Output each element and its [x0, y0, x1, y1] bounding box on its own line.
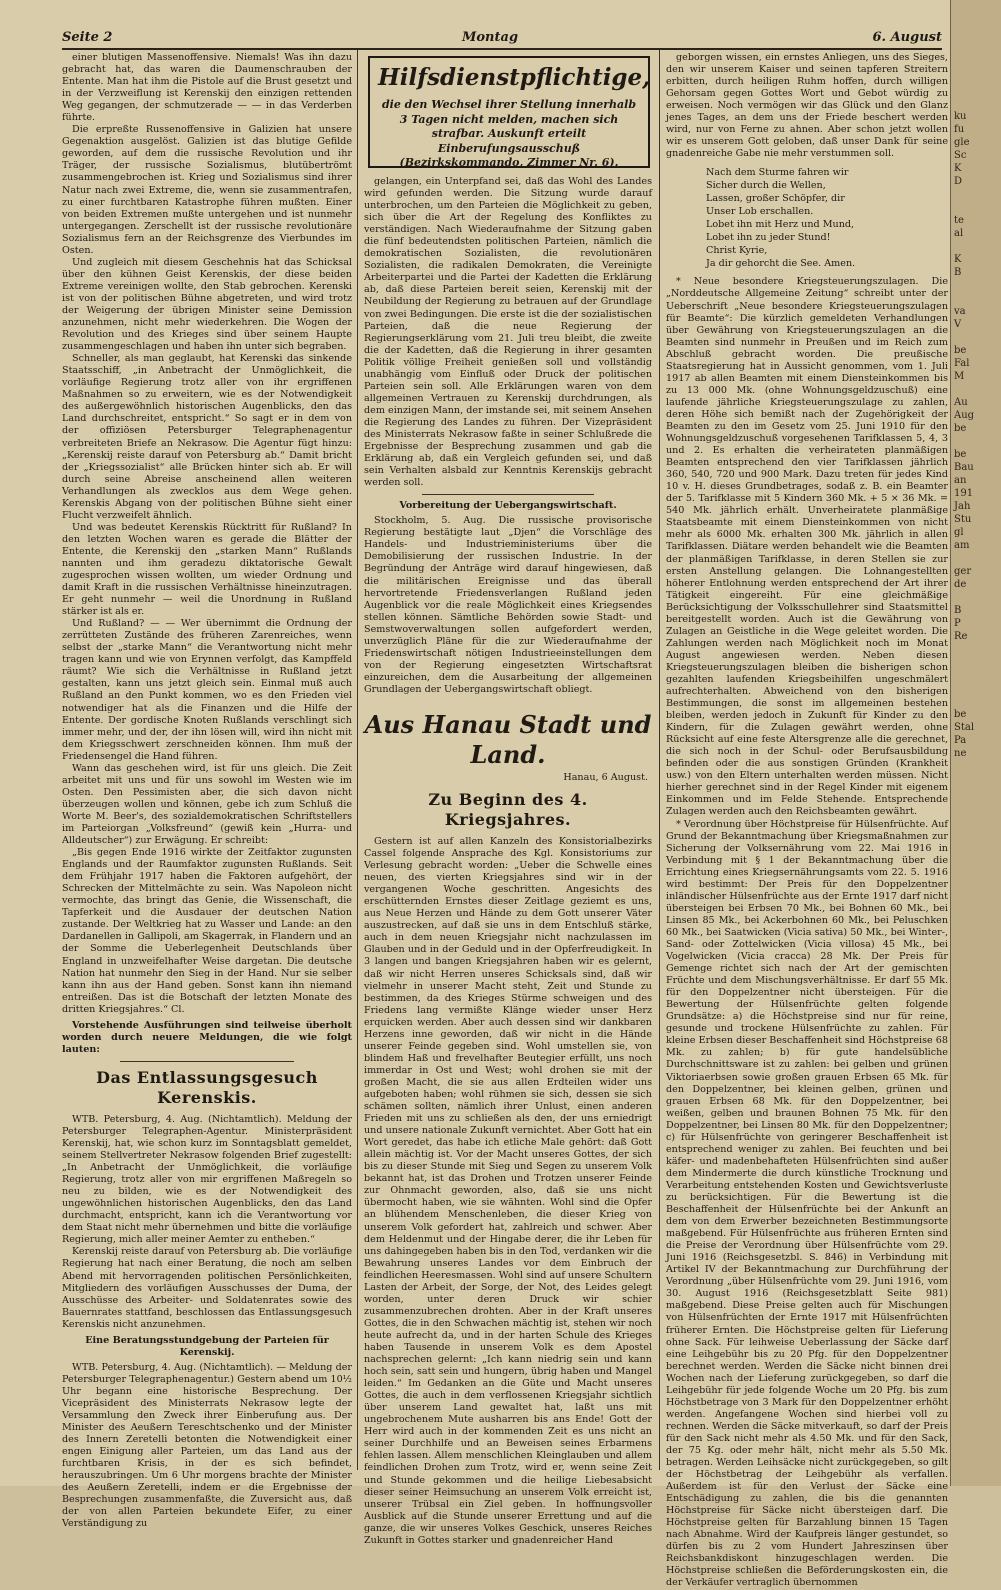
paragraph: Wann das geschehen wird, ist für uns gleich. Die Zeit arbeitet mit uns und für uns sowohl im Westen wie im Osten. Den Pessimisten aber, die sich davon nicht überzeugen wollen und können, gebe ich zum Schluß die Worte M. Beer's, des sozialdemokratischen Schriftstellers im Parteiorgan „Volksfreund“ (gewiß kein „Hurra- und Alldeutscher“) zur Erwägung. Er schreibt:	[62, 762, 352, 847]
editorial-note: Vorstehende Ausführungen sind teilweise überholt worden durch neuere Meldungen, die wie folgt lauten:	[62, 1019, 352, 1055]
adjacent-page-fragments: ku fu gle Sc K D te al K B va V be Fal M Au Aug be be Bau an 191 Jah Stu gl am ger de B P Re be Stal Pa ne	[954, 111, 975, 759]
paragraph: einer blutigen Massenoffensive. Niemals! Was ihn dazu gebracht hat, das waren die Daumenschrauben der Entente. Man hat ihm die Pistole auf die Brust gesetzt und in der Verzweiflung ist Kerenskij den einzigen rettenden Weg gegangen, der schmutzerade — — in das Verderben führte.	[62, 52, 352, 124]
paragraph: geborgen wissen, ein ernstes Anliegen, uns des Sieges, den wir unserem Kaiser und seinen tapferen Streitern erbitten, durch heiligen Ruhm hoffen, durch willigen Gehorsam gegen Gottes Wort und Gebot würdig zu erweisen. Noch vermögen wir das Glück und den Glanz jenes Tages, an dem uns der Friede beschert werden wird, nur von Ferne zu ahnen. Aber schon jetzt wollen wir es unserem Gott geloben, daß unser Dank für seine gnadenreiche Gabe nie mehr verstummen soll.	[666, 52, 948, 160]
notice-box	[368, 56, 650, 168]
separator	[120, 1061, 294, 1062]
paragraph: Und Rußland? — — Wer übernimmt die Ordnung der zerrütteten Zustände des früheren Zarenreiches, wenn selbst der „starke Mann“ die Verantwortung nicht mehr tragen kann und wie von Erynnen verfolgt, das Kampffeld räumt? Wie sich die Verhältnisse in Rußland jetzt gestalten, kann uns jetzt gleich sein. Einmal muß auch Rußland an den Punkt kommen, wo es den Frieden viel notwendiger hat als die Finanzen und die Hilfe der Entente. Der gordische Knoten Rußlands verschlingt sich immer mehr, und der, der ihn lösen will, wird ihn nicht mit dem Kriegsschwert zerschneiden können. Ihm muß der Friedensengel die Hand führen.	[62, 618, 352, 762]
local-section-title: Aus Hanau Stadt und Land.	[364, 709, 652, 769]
paragraph: * Neue besondere Kriegsteuerungszulagen. Die „Norddeutsche Allgemeine Zeitung“ schreibt unter der Ueberschrift „Neue besondere Kriegsteuerungszulagen für Beamte“: Die kürzlich gemeldeten Verhandlungen über Gewährung von Kriegsteuerungszulagen an die Beamten sind nunmehr in Preußen und im Reich zum Abschluß gebracht worden. Die preußische Staatsregierung hat in Aussicht genommen, vom 1. Juli 1917 ab allen Beamten mit einem Diensteinkommen bis zu 13 000 Mk. (ohne Wohnungsgeldzuschuß) eine laufende jährliche Kriegsteuerungszulage zu zahlen, deren Höhe sich bemißt nach der Zugehörigkeit der Beamten zu den im Gesetz vom 25. Juni 1910 für den Wohnungsgeldzuschuß vorgesehenen Tarifklassen 5, 4, 3 und 2. Es erhalten die verheirateten planmäßigen Beamten entsprechend den vier Tarifklassen jährlich 360, 540, 720 und 900 Mark. Dazu treten für jedes Kind 10 v. H. dieses Grundbetrages, sodaß z. B. ein Beamter der 5. Tarifklasse mit 5 Kindern 360 Mk. + 5 × 36 Mk. = 540 Mk. jährlich erhält. Unverheiratete planmäßige Staatsbeamte mit einem Diensteinkommen von nicht mehr als 6000 Mk. erhalten 300 Mk. jährlich in allen Tarifklassen. Diätare werden behandelt wie die Beamten der planmäßigen Tarifklasse, in deren Stellen sie zur ersten Anstellung gelangen. Die Lohnangestellten höherer Entlohnung werden entsprechend der Art ihrer Tätigkeit eingereiht. Für eine gleichmäßige Berücksichtigung der Volksschullehrer sind Staatsmittel bereitgestellt worden. Auch ist die Gewährung von Zulagen an Geistliche in die Wege geleitet worden. Die Zahlungen werden nach Möglichkeit noch im Monat August angewiesen werden. Neben diesen Kriegsteuerungszulagen bleiben die bisherigen schon gezahlten laufenden Kriegsbeihilfen ungeschmälert aufrechterhalten. Abweichend von den bisherigen Bestimmungen, die sonst im allgemeinen bestehen bleiben, werden jedoch in Zukunft für Kinder zu den Kindern, für die Zulagen gewährt werden, ohne Rücksicht auf eine feste Altersgrenze alle die gerechnet, die sich noch in der Schul- oder Berufsausbildung befinden oder die aus sonstigen Gründen (Krankheit usw.) von den Eltern unterhalten werden müssen. Nicht hierher gerechnet sind in der Regel Kinder mit eigenem Einkommen und im Felde Stehende. Entsprechende Zulagen werden auch den Reichsbeamten gewährt.	[666, 276, 948, 818]
column-1	[62, 52, 352, 1530]
paragraph: WTB. Petersburg, 4. Aug. (Nichtamtlich). — Meldung der Petersburger Telegraphenagentur.) Gestern abend um 10½ Uhr begann eine historische Besprechung. Der Vicepräsident des Ministerrats Nekrasow legte der Versammlung den Zweck ihrer Einberufung aus. Der Minister des Aeußern Tereschtschenko und der Minister des Innern Zeretelli betonten die Notwendigkeit einer engen Einigung aller Parteien, um das Land aus der furchtbaren Krisis, in der es sich befindet, herauszubringen. Um 6 Uhr morgens brachte der Minister des Aeußern Zeretelli, indem er die Ergebnisse der Besprechungen zusammenfaßte, die Zuversicht aus, daß der von allen Parteien bekundete Eifer, zu einer Verständigung zu	[62, 1361, 352, 1530]
section-heading: Vorbereitung der Uebergangswirtschaft.	[399, 500, 617, 512]
paragraph: * Verordnung über Höchstpreise für Hülsenfrüchte. Auf Grund der Bekanntmachung über Kriegsmaßnahmen zur Sicherung der Volksernährung vom 22. Mai 1916 in Verbindung mit § 1 der Bekanntmachung über die Errichtung eines Kriegsernährungsamts vom 22. 5. 1916 wird bestimmt: Der Preis für den Doppelzentner inländischer Hülsenfrüchte aus der Ernte 1917 darf nicht übersteigen bei Erbsen 70 Mk., bei Bohnen 60 Mk., bei Linsen 85 Mk., bei Ackerbohnen 60 Mk., bei Peluschken 60 Mk., bei Saatwicken (Vicia sativa) 50 Mk., bei Winter-, Sand- oder Zottelwicken (Vicia villosa) 45 Mk., bei Vogelwicken (Vicia cracca) 28 Mk. Der Preis für Gemenge richtet sich nach der Art der gemischten Früchte und dem Mischungsverhältnisse. Er darf 55 Mk. für den Doppelzentner nicht übersteigen. Für die Bewertung der Hülsenfrüchte gelten folgende Grundsätze: a) die Höchstpreise sind nur für reine, gesunde und trockene Hülsenfrüchte zu zahlen. Für kleine Erbsen dieser Beschaffenheit sind Höchstpreise 68 Mk. zu zahlen; b) für gute handelsübliche Durchschnittsware ist zu zahlen: bei gelben und grünen Viktoriaerbsen sowie großen grauen Erbsen 65 Mk. für den Doppelzentner, bei kleinen gelben, grünen und grauen Erbsen 68 Mk. für den Doppelzentner, bei weißen, gelben und braunen Bohnen 75 Mk. für den Doppelzentner, bei Linsen 80 Mk. für den Doppelzentner; c) für Hülsenfrüchte von geringerer Beschaffenheit ist entsprechend weniger zu zahlen. Bei feuchten und bei käfer- und madenbehafteten Hülsenfrüchten sind außer dem Mindermerte die durch künstliche Trocknung und Verarbeitung entstehenden Kosten und Gewichtsverluste zu berücksichtigen. Für die Bewertung ist die Beschaffenheit der Hülsenfrüchte bei der Ankunft an dem von dem Erwerber bezeichneten Bestimmungsorte maßgebend. Für Hülsenfrüchte aus früheren Ernten sind die Preise der Verordnung über Hülsenfrüchte vom 29. Juni 1916 (Reichsgesetzbl. S. 846) in Verbindung mit Artikel IV der Bekanntmachung zur Durchführung der Verordnung „über Hülsenfrüchte vom 29. Juni 1916, vom 30. August 1916 (Reichsgesetzblatt Seite 981) maßgebend. Diese Preise gelten auch für Mischungen von Hülsenfrüchten der Ernte 1917 mit Hülsenfrüchten früherer Ernten. Die Höchstpreise gelten für Lieferung ohne Sack. Für leihweise Ueberlassung der Säcke darf eine Leihgebühr bis zu 20 Pfg. für den Doppelzentner berechnet werden. Werden die Säcke nicht binnen drei Wochen nach der Lieferung zurückgegeben, so darf die Leihgebühr für jede folgende Woche um 20 Pfg. bis zum Höchstbetrage von 3 Mark für den Doppelzentner erhöht werden. Angefangene Wochen sind hierbei voll zu rechnen. Werden die Säcke mitverkauft, so darf der Preis für den Sack nicht mehr als 4.50 Mk. und für den Sack, der 75 Kg. oder mehr hält, nicht mehr als 5.50 Mk. betragen. Werden Leihsäcke nicht zurückgegeben, so gilt der Höchstbetrag der Leihgebühr als verfallen. Außerdem ist für den Verlust der Säcke eine Entschädigung zu zahlen, die bis die genannten Höchstpreise für Säcke nicht übersteigen darf. Die Höchstpreise gelten für Barzahlung binnen 15 Tagen nach Abnahme. Wird der Kaufpreis länger gestundet, so dürfen bis zu 2 vom Hundert Jahreszinsen über Reichsbankdiskont hinzugeschlagen werden. Die Höchstpreise schließen die Beförderungskosten ein, die der Verkäufer vertraglich übernommen	[666, 818, 948, 1589]
page-number: Seite 2	[62, 30, 113, 45]
article-headline: Zu Beginn des 4. Kriegsjahres.	[428, 790, 588, 830]
spacer	[364, 696, 652, 710]
article-headline: Das Entlassungsgesuch Kerenskis.	[96, 1067, 318, 1107]
paragraph: Stockholm, 5. Aug. Die russische provisorische Regierung bestätigte laut „Djen“ die Vorschläge des Handels- und Industrieministeriums über die Demobilisierung der russischen Industrie. In der Begründung der Anträge wird darauf hingewiesen, daß die militärischen Ereignisse und das überall hervortretende Friedensverlangen Rußland jeden Augenblick vor die reale Möglichkeit eines Kriegsendes stellen können. Sämtliche Behörden sowie Stadt- und Semstwoverwaltungen sollen aufgefordert werden, unverzüglich Pläne für die zur Wiederaufnahme der Friedenswirtschaft nötigen Industrieeinstellungen dem von der Regierung eingesetzten Wirtschaftsrat einzureichen, dem die Ausarbeitung der allgemeinen Grundlagen der Uebergangswirtschaft obliegt.	[364, 515, 652, 695]
paragraph: Schneller, als man geglaubt, hat Kerenski das sinkende Staatsschiff, „in Anbetracht der Unmöglichkeit, die vorläufige Regierung trotz aller von ihr ergriffenen Maßnahmen so zu erweitern, wie es der Notwendigkeit des außergewöhnlich historischen Augenblicks, den das Land durchschreitet, entspricht.“ So sagt er in dem von der offiziösen Petersburger Telegraphenagentur verbreiteten Briefe an Nekrasow. Die Agentur fügt hinzu: „Kerenskij reiste darauf von Petersburg ab.“ Damit bricht der „Kriegssozialist“ alle Brücken hinter sich ab. Er will durch seine Abreise anscheinend allen weiteren Verhandlungen als zwecklos aus dem Wege gehen. Kerenskis Abgang von der politischen Bühne sieht einer Flucht verzweifelt ähnlich.	[62, 353, 352, 521]
paragraph: Und zugleich mit diesem Geschehnis hat das Schicksal über den kühnen Geist Kerenskis, der diese beiden Extreme vereinigen wollte, den Stab gebrochen. Kerenski ist von der politischen Bühne abgetreten, und wird trotz der Weigerung der übrigen Minister seine Demission anzunehmen, nicht mehr wiederkehren. Die Wogen der Revolution und des Krieges sind über seinem Haupte zusammengeschlagen und haben ihn unter sich begraben.	[62, 256, 352, 353]
dateline: Hanau, 6 August.	[563, 771, 648, 783]
column-rule	[659, 50, 660, 1470]
hymn-verse: Nach dem Sturme fahren wir Sicher durch die Wellen, Lassen, großer Schöpfer, dir Unser Lob erschallen. Lobet ihn mit Herz und Mund, Lobet ihn zu jeder Stund! Christ Kyrie, Ja dir gehorcht die See. Amen.	[706, 167, 856, 270]
section-heading: Eine Beratungsstundgebung der Parteien für Kerenskij.	[85, 1334, 329, 1358]
notice-body: die den Wechsel ihrer Stellung innerhalb 3 Tagen nicht melden, machen sich strafbar. Auskunft erteilt Einberufungsausschuß (Bezirkskommando, Zimmer Nr. 6).	[381, 98, 637, 169]
paragraph: Die erpreßte Russenoffensive in Galizien hat unsere Gegenaktion ausgelöst. Galizien ist das blutige Gefilde geworden, auf dem die russische Revolution und ihr Träger, der russische Sozialismus, blutübertrömt zusammengebrochen ist. Krieg und Sozialismus sind ihrer Natur nach zwei Extreme, die, wenn sie zusammentrafen, zu einer furchtbaren Katastrophe führen mußten. Einer von beiden Extremen mußte untergehen und ist nunmehr untergegangen. Zerschellt ist der russische revolutionäre Sozialismus fern an der Reichsgrenze des Vierbundes im Osten.	[62, 124, 352, 256]
paragraph: gelangen, ein Unterpfand sei, daß das Wohl des Landes wird gefunden werden. Die Sitzung wurde darauf unterbrochen, um den Parteien die Möglichkeit zu geben, sich über die Art der Regelung des Konfliktes zu verständigen. Nach Wiederaufnahme der Sitzung gaben die fünf bedeutendsten politischen Parteien, nämlich die demokratischen Sozialisten, die revolutionären Sozialisten, die radikalen Demokraten, die Vereinigte Arbeiterpartei und die Partei der Kadetten die Erklärung ab, daß diese Parteien bereit seien, Kerenskij mit der Neubildung der Regierung zu betrauen auf der Grundlage von zwei Bedingungen. Die erste ist die der sozialistischen Parteien, daß die neue Regierung der Regierungserklärung vom 21. Juli treu bleibt, die zweite die der Kadetten, daß die Regierung in ihrer gesamten Politik völlige Freiheit genießen soll und vollständig unabhängig vom Einfluß oder Druck der politischen Parteien sein soll. Alle Erklärungen waren von dem allgemeinen Vertrauen zu Kerenskij durchdrungen, als dem einzigen Mann, der imstande sei, mit seinem Ansehen die Regierung des Landes zu führen. Der Vizepräsident des Ministerrats Nekrasow faßte in seiner Schlußrede die Ergebnisse der Besprechung zusammen und gab die Erklärung ab, daß ein Vergleich gefunden sei, und daß sein Verhalten alsbald zur Kenntnis Kerenskijs gebracht werden soll.	[364, 176, 652, 489]
column-2	[364, 176, 652, 1546]
paragraph: Gestern ist auf allen Kanzeln des Konsistorialbezirks Cassel folgende Ansprache des Kgl. Konsistoriums zur Verlesung gebracht worden: „Ueber die Schwelle eines neuen, des vierten Kriegsjahres sind wir in der vergangenen Woche geschritten. Angesichts des erschütternden Ernstes dieser Zeitlage geziemt es uns, aus Neue Herzen und Hände zu dem Gott unserer Väter auszustrecken, auf daß sie uns in dem Entschluß stärke, auch in dem neuen Kriegsjahr nicht nachzulassen im Glauben und in der Geduld und in der Opferfreudigkeit. In 3 langen und bangen Kriegsjahren haben wir es gelernt, daß wir nicht Herren unseres Schicksals sind, daß wir vielmehr in unserer Macht steht, Zeit und Stunde zu bestimmen, da des Krieges Stürme schweigen und des Friedens lang vermißte Klänge wieder unser Herz erquicken werden. Aber auch dessen sind wir dankbaren Herzens inne geworden, daß wir nicht in die Hände unserer Feinde gegeben sind. Wohl umstellen sie, von blindem Haß und frevelhafter Beutegier erfüllt, uns noch immerdar in Ost und West; wohl drohen sie mit der großen Macht, die sie aus allen Erdteilen wider uns aufgeboten haben; wohl rühmen sie sich, dessen sie sich schämen sollten, nämlich ihrer Unlust, einen anderen Frieden mit uns zu schließen als den, der uns erniedrigt und unsere nationale Zukunft vernichtet. Aber Gott hat ein Wort geredet, das habe ich etliche Male gehört: daß Gott allein mächtig ist. Vor der Macht unseres Gottes, der sich bis zu dieser Stunde mit Sieg und Segen zu unserem Volk bekannt hat, ist das Drohen und Trotzen unserer Feinde zur Ohnmacht geworden, also, daß sie uns nicht übermocht haben, wie sie wähnten. Wohl sind die Opfer an blühendem Menschenleben, die dieser Krieg von unserem Volk gefordert hat, zahlreich und schwer. Aber dem Heldenmut und der Hingabe derer, die ihr Leben für uns dahingegeben haben bis in den Tod, verdanken wir die Bewahrung unseres Landes vor dem Einbruch der feindlichen Heeresmassen. Wohl sind auf unsere Schultern Lasten der Arbeit, der Sorge, der Not, des Leides gelegt worden, unter deren Druck wir schier zusammenzubrechen drohten. Aber in der Kraft unseres Gottes, die in den Schwachen mächtig ist, stehen wir noch heute aufrecht da, und in der harten Schule des Krieges haben Tausende in unserem Volk es dem Apostel nachsprechen gelernt: „Ich kann niedrig sein und kann hoch sein, satt sein und hungern, übrig haben und Mangel leiden.“ Im Gedanken an die Güte und Macht unseres Gottes, die auch in dem verflossenen Kriegsjahr sichtlich über unserem Land gewaltet hat, laßt uns mit ungebrochenem Mute ausharren bis ans Ende! Gott der Herr wird auch in der kommenden Zeit es uns nicht an seiner Durchhilfe und an Beweisen seines Erbarmens fehlen lassen. Allem menschlichen Kleinglauben und allem feindlichen Drohen zum Trotz, wird er, wenn seine Zeit und Stunde gekommen und die heilige Liebesabsicht dieser seiner Heimsuchung an unserem Volk erreicht ist, unserer Trübsal ein Ziel geben. In hoffnungsvoller Ausblick auf die Stunde unserer Errettung und auf die ganze, die wir unseres Volkes Geschick, unseres Reiches Zukunft in Gottes starker und gnadenreicher Hand	[364, 836, 652, 1546]
paragraph: Kerenskij reiste darauf von Petersburg ab. Die vorläufige Regierung hat nach einer Beratung, die noch am selben Abend mit hervorragenden politischen Persönlichkeiten, Mitgliedern des vorläufigen Ausschusses der Duma, der Ausschüsse des Arbeiter- und Soldatenrates sowie des Bauernrates stattfand, beschlossen das Entlassungsgesuch Kerenskis nicht anzunehmen.	[62, 1246, 352, 1330]
separator	[422, 494, 595, 495]
column-rule	[357, 50, 358, 1470]
paragraph: Und was bedeutet Kerenskis Rücktritt für Rußland? In den letzten Wochen waren es gerade die Blätter der Entente, die Kerenskij den „starken Mann“ Rußlands nannten und ihm geradezu diktatorische Gewalt zugesprochen wissen wollten, um wieder Ordnung und damit Kraft in die russischen Verhältnisse hineinzutragen. Er geht nunmehr — weil die Unordnung in Rußland stärker ist als er.	[62, 521, 352, 618]
weekday: Montag	[462, 30, 519, 45]
notice-title: Hilfsdienstpflichtige,	[378, 64, 651, 91]
column-3	[666, 52, 948, 1589]
paragraph: „Bis gegen Ende 1916 wirkte der Zeitfaktor zugunsten Englands und der Raumfaktor zugunsten Rußlands. Seit dem Frühjahr 1917 haben die Faktoren aufgehört, der Schrecken der Mittelmächte zu sein. Was Napoleon nicht vermochte, das bringt das Genie, die Wissenschaft, die Tapferkeit und die Ausdauer der deutschen Nation zustande. Der Weltkrieg hat zu Wasser und Lande: an den Dardanellen in Gallipoli, am Skagerrak, in Flandern und an der Somme die Ueberlegenheit Deutschlands über England in unzweifelhafter Weise dargetan. Die deutsche Nation hat nunmehr den Sieg in der Hand. Nur sie selber kann ihn aus der Hand geben. Sonst kann ihn niemand entreißen. Das ist die Botschaft der letzten Monate des dritten Kriegsjahres.“ Cl.	[62, 847, 352, 1015]
date: 6. August	[872, 30, 942, 45]
page-header	[62, 30, 942, 50]
paragraph: WTB. Petersburg, 4. Aug. (Nichtamtlich). Meldung der Petersburger Telegraphen-Agentur. Ministerpräsident Kerenskij, hat, wie schon kurz im Sonntagsblatt gemeldet, seinem Stellvertreter Nekrasow folgenden Brief zugestellt: „In Anbetracht der Unmöglichkeit, die vorläufige Regierung, trotz aller von mir ergriffenen Maßregeln so neu zu bilden, wie es der Notwendigkeit des ungewöhnlichen historischen Augenblicks, den das Land durchmacht, entspricht, kann ich die Verantwortung vor dem Staat nicht mehr übernehmen und bitte die vorläufige Regierung, mich aller meiner Aemter zu entheben.“	[62, 1113, 352, 1246]
